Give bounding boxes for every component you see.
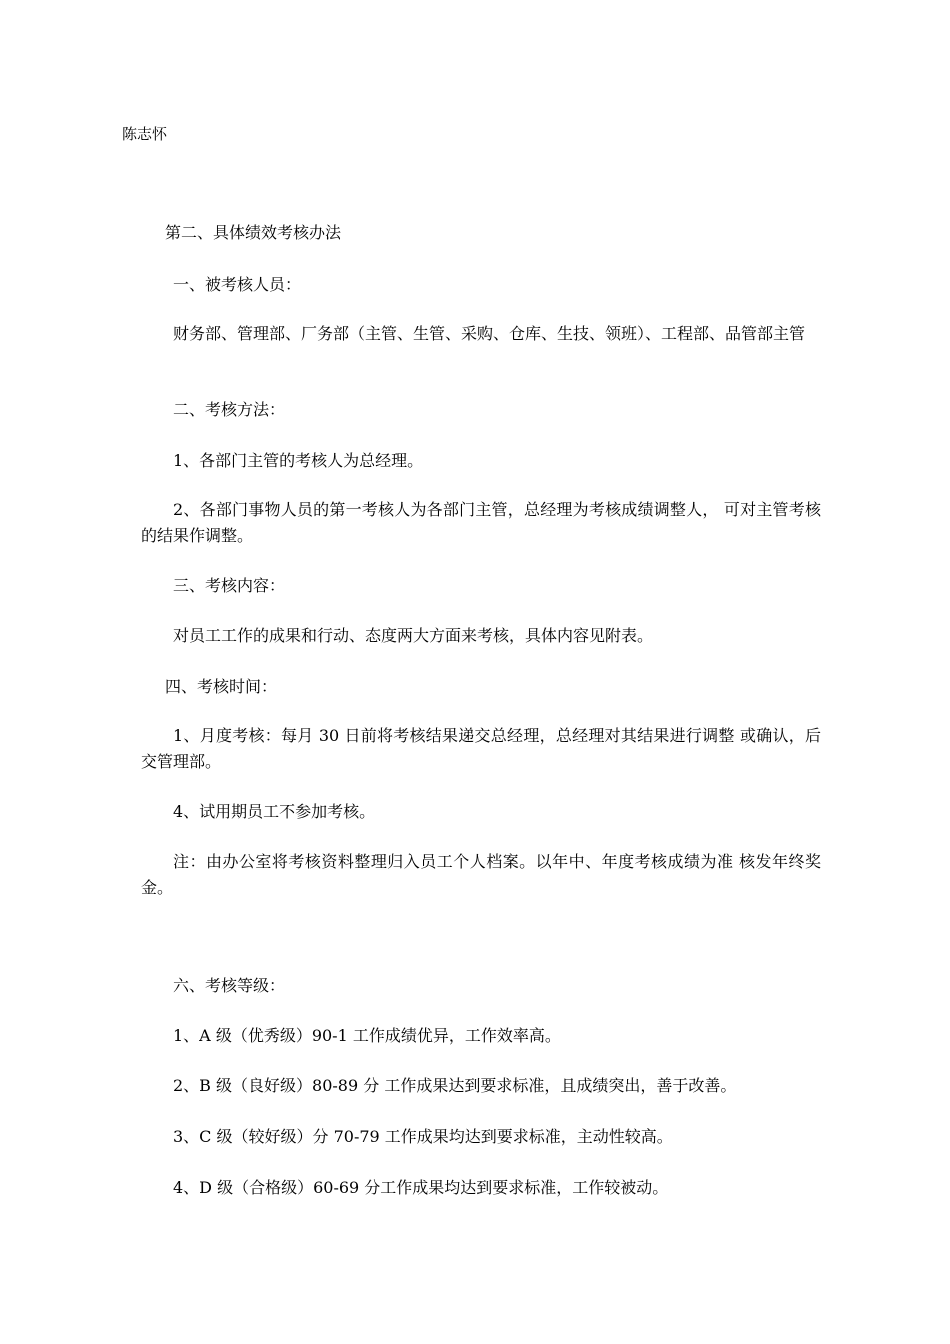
grade-a: 1、A 级（优秀级）90-1 工作成绩优异，工作效率高。 [173,1026,561,1045]
assessees-text: 财务部、管理部、厂务部（主管、生管、采购、仓库、生技、领班）、工程部、品管部主管 [173,324,806,343]
content-text: 对员工工作的成果和行动、态度两大方面来考核，具体内容见附表。 [173,626,654,645]
grade-heading: 六、考核等级： [173,976,286,995]
time-item-4: 4、试用期员工不参加考核。 [173,802,376,821]
grade-d: 4、D 级（合格级）60-69 分工作成果均达到要求标准，工作较被动。 [173,1178,669,1197]
time-heading: 四、考核时间： [165,677,278,696]
grade-b: 2、B 级（良好级）80-89 分 工作成果达到要求标准，且成绩突出，善于改善。 [173,1076,737,1095]
method-heading: 二、考核方法： [173,400,286,419]
note-text: 注：由办公室将考核资料整理归入员工个人档案。以年中、年度考核成绩为准 核发年终奖金。 [141,852,821,897]
assessees-heading: 一、被考核人员： [173,275,302,294]
author-name: 陈志怀 [122,125,168,143]
section-title: 第二、具体绩效考核办法 [165,223,342,242]
content-heading: 三、考核内容： [173,576,286,595]
time-item-1: 1、月度考核：每月 30 日前将考核结果递交总经理，总经理对其结果进行调整 或确认，后交管理部。 [141,726,821,771]
grade-c: 3、C 级（较好级）分 70-79 工作成果均达到要求标准，主动性较高。 [173,1127,673,1146]
method-item-2: 2、各部门事物人员的第一考核人为各部门主管，总经理为考核成绩调整人， 可对主管考核的结果作调整。 [141,500,821,545]
method-item-1: 1、各部门主管的考核人为总经理。 [173,451,424,470]
